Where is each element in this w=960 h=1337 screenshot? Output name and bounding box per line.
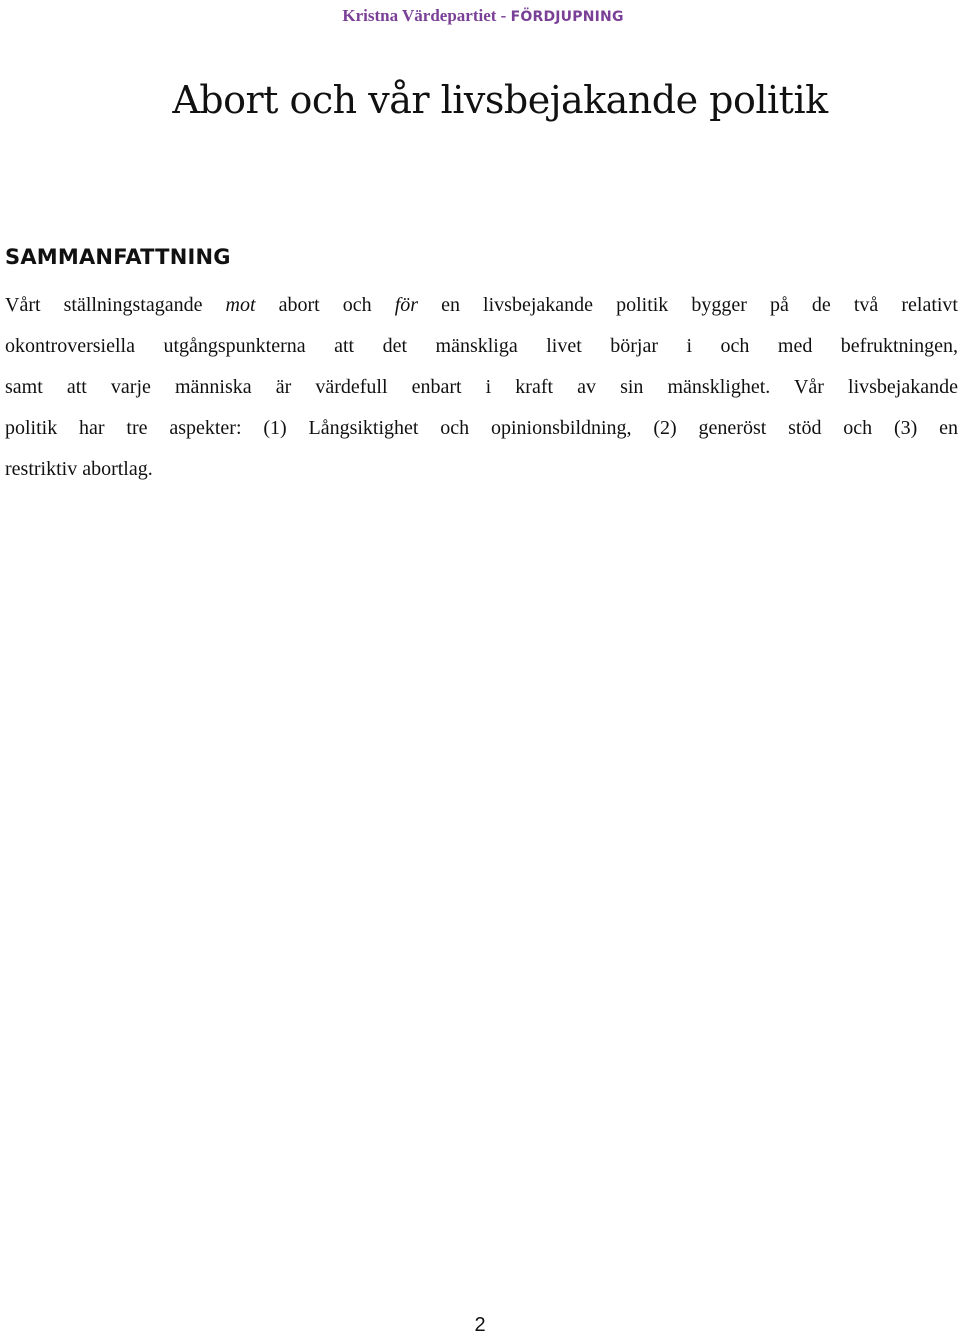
emphasis-mot: mot: [225, 294, 256, 316]
summary-heading: SAMMANFATTNING: [5, 245, 231, 269]
header-author-party: Kristna Värdepartiet -: [342, 6, 511, 25]
running-header: [0, 6, 960, 26]
header-section-label: FÖRDJUPNING: [510, 9, 624, 25]
summary-line-4: politik har tre aspekter: (1) Långsiktighet och opinionsbildning, (2) generöst stöd och (3) en: [5, 417, 958, 439]
page-number: 2: [474, 1314, 486, 1336]
summary-line-3: samt att varje människa är värdefull enbart i kraft av sin mänsklighet. Vår livsbejakande: [5, 376, 958, 398]
document-title: Abort och vår livsbejakande politik: [172, 78, 828, 122]
summary-line-2: okontroversiella utgångspunkterna att det mänskliga livet börjar i och med befruktningen,: [5, 335, 958, 357]
summary-text-segment: Vårt ställningstagande: [5, 294, 226, 316]
summary-line-1: [5, 285, 958, 326]
summary-paragraph: [5, 285, 958, 490]
summary-line-5: restriktiv abortlag.: [5, 458, 153, 480]
summary-text-segment: en livsbejakande politik bygger på de två relativt: [418, 294, 958, 316]
emphasis-for: för: [394, 294, 419, 316]
summary-text-segment: abort och: [255, 294, 395, 316]
